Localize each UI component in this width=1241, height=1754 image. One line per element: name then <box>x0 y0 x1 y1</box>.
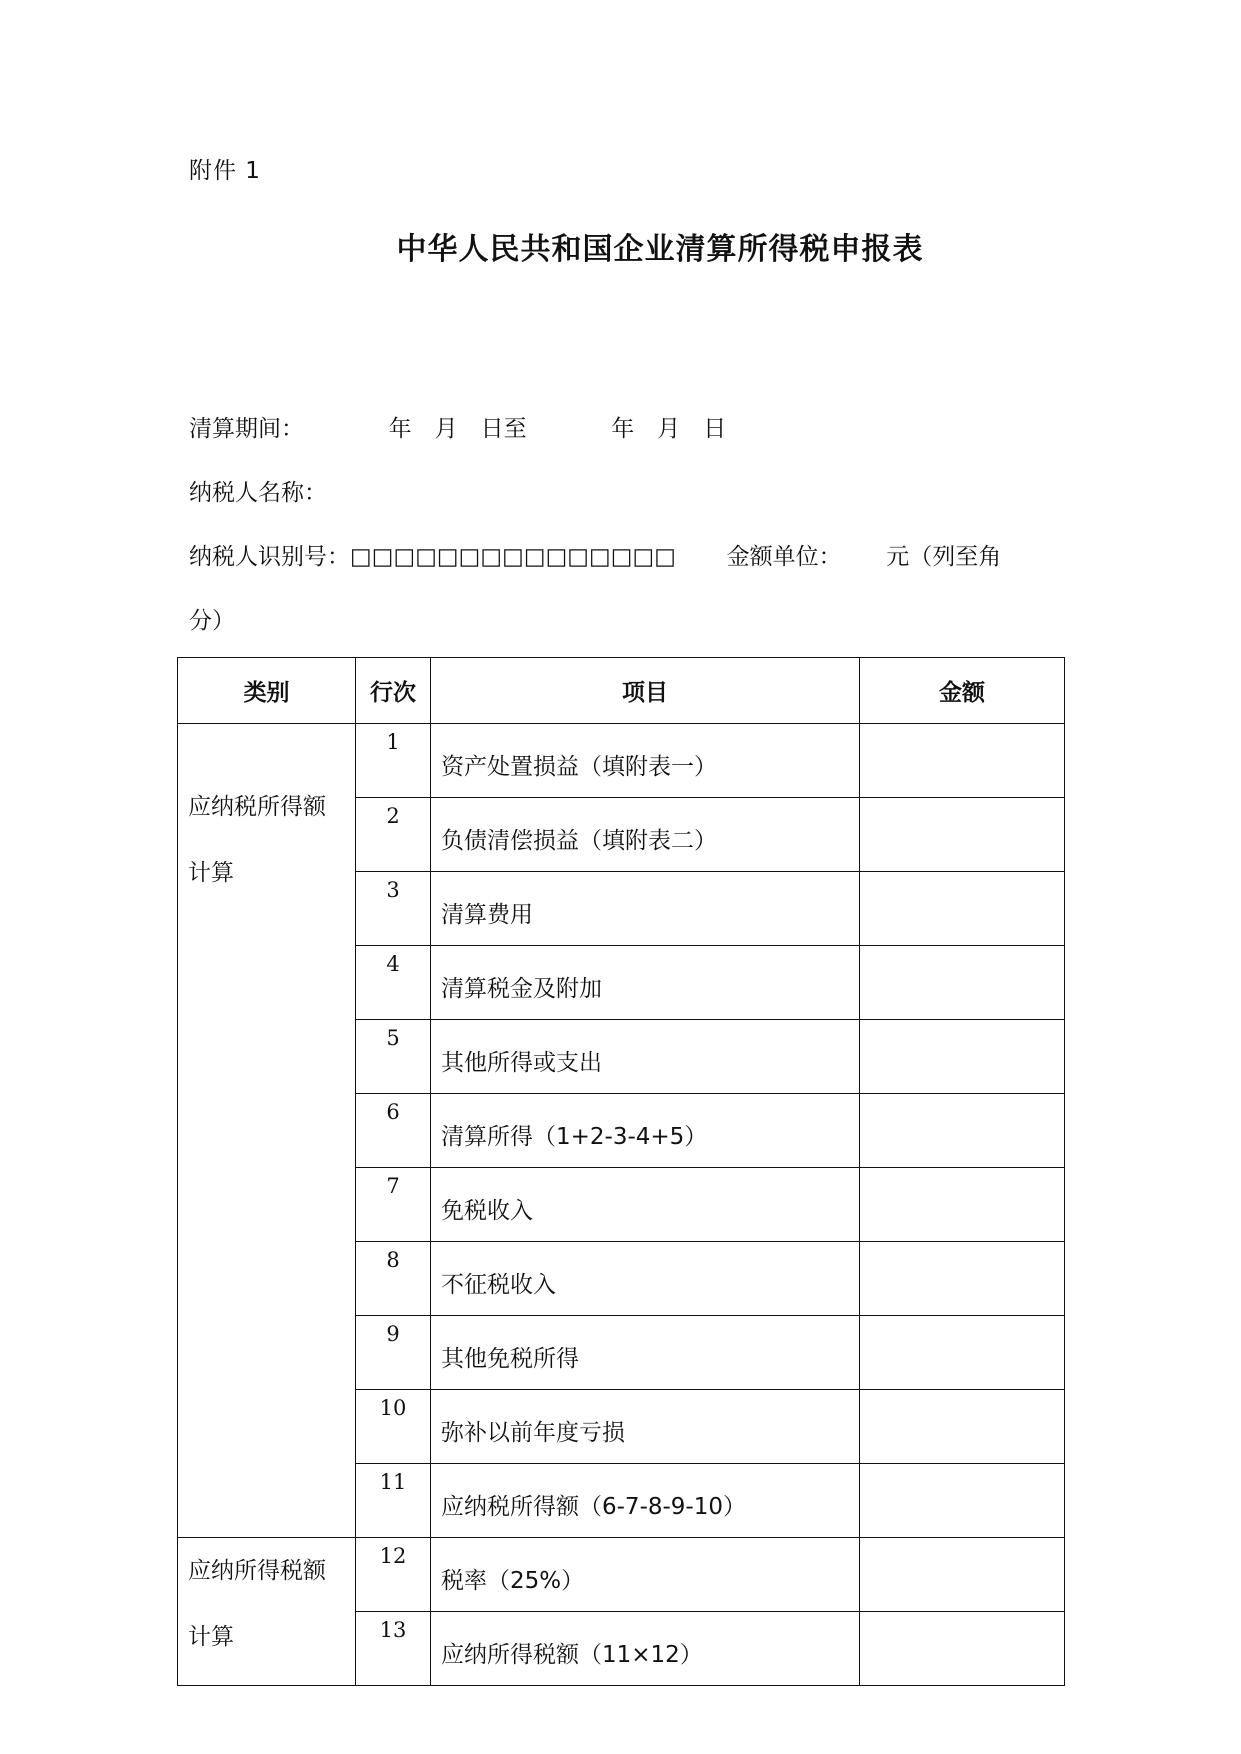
amount-cell[interactable] <box>860 1020 1065 1094</box>
item-label: 其他免税所得 <box>431 1316 860 1390</box>
item-label: 应纳所得税额（11×12） <box>431 1612 860 1686</box>
line-no: 3 <box>356 872 431 946</box>
period-line <box>189 410 726 443</box>
category-line: 应纳所得税额 <box>188 1558 326 1584</box>
line-no: 5 <box>356 1020 431 1094</box>
line-no: 6 <box>356 1094 431 1168</box>
amount-cell[interactable] <box>860 1242 1065 1316</box>
category-line: 计算 <box>188 860 234 886</box>
item-label: 资产处置损益（填附表一） <box>431 724 860 798</box>
amount-cell[interactable] <box>860 946 1065 1020</box>
line-no: 12 <box>356 1538 431 1612</box>
line-no: 11 <box>356 1464 431 1538</box>
form-title: 中华人民共和国企业清算所得税申报表 <box>396 232 924 267</box>
amount-cell[interactable] <box>860 1612 1065 1686</box>
line-no: 13 <box>356 1612 431 1686</box>
item-label: 清算费用 <box>431 872 860 946</box>
table-header-row <box>178 658 1065 724</box>
line-no: 2 <box>356 798 431 872</box>
line-no: 9 <box>356 1316 431 1390</box>
period-label: 清算期间： <box>189 416 304 442</box>
taxpayer-id-line <box>189 538 1001 571</box>
table-row <box>178 724 1065 798</box>
item-label: 其他所得或支出 <box>431 1020 860 1094</box>
amount-cell[interactable] <box>860 1168 1065 1242</box>
amount-unit-value: 元（列至角 <box>886 544 1002 570</box>
item-label: 不征税收入 <box>431 1242 860 1316</box>
amount-cell[interactable] <box>860 798 1065 872</box>
item-label: 免税收入 <box>431 1168 860 1242</box>
line-no: 4 <box>356 946 431 1020</box>
taxpayer-name-line <box>189 474 327 507</box>
attachment-label: 附件 1 <box>189 158 261 184</box>
amount-cell[interactable] <box>860 1390 1065 1464</box>
line-no: 8 <box>356 1242 431 1316</box>
category-line: 计算 <box>188 1624 234 1650</box>
taxpayer-id-boxes: □□□□□□□□□□□□□□□ <box>350 544 676 570</box>
period-from: 年 月 日至 <box>388 416 527 442</box>
amount-unit-continuation: 分） <box>189 608 235 634</box>
amount-cell[interactable] <box>860 1316 1065 1390</box>
item-label: 负债清偿损益（填附表二） <box>431 798 860 872</box>
table-row <box>178 1538 1065 1612</box>
taxpayer-name-label: 纳税人名称： <box>189 480 327 506</box>
declaration-table <box>177 657 1065 1686</box>
amount-cell[interactable] <box>860 724 1065 798</box>
line-no: 10 <box>356 1390 431 1464</box>
category-line: 应纳税所得额 <box>188 794 326 820</box>
item-label: 弥补以前年度亏损 <box>431 1390 860 1464</box>
amount-cell[interactable] <box>860 1464 1065 1538</box>
item-label: 清算税金及附加 <box>431 946 860 1020</box>
header-amount: 金额 <box>860 658 1065 724</box>
line-no: 1 <box>356 724 431 798</box>
header-category: 类别 <box>178 658 356 724</box>
header-line-no: 行次 <box>356 658 431 724</box>
item-label: 应纳税所得额（6-7-8-9-10） <box>431 1464 860 1538</box>
period-to: 年 月 日 <box>611 416 727 442</box>
category-taxable-income <box>178 724 356 1538</box>
category-tax-payable <box>178 1538 356 1686</box>
header-item: 项目 <box>431 658 860 724</box>
amount-unit-label: 金额单位： <box>726 544 842 570</box>
amount-cell[interactable] <box>860 1094 1065 1168</box>
line-no: 7 <box>356 1168 431 1242</box>
item-label: 税率（25%） <box>431 1538 860 1612</box>
item-label: 清算所得（1+2-3-4+5） <box>431 1094 860 1168</box>
amount-cell[interactable] <box>860 872 1065 946</box>
amount-cell[interactable] <box>860 1538 1065 1612</box>
taxpayer-id-label: 纳税人识别号： <box>189 544 350 570</box>
